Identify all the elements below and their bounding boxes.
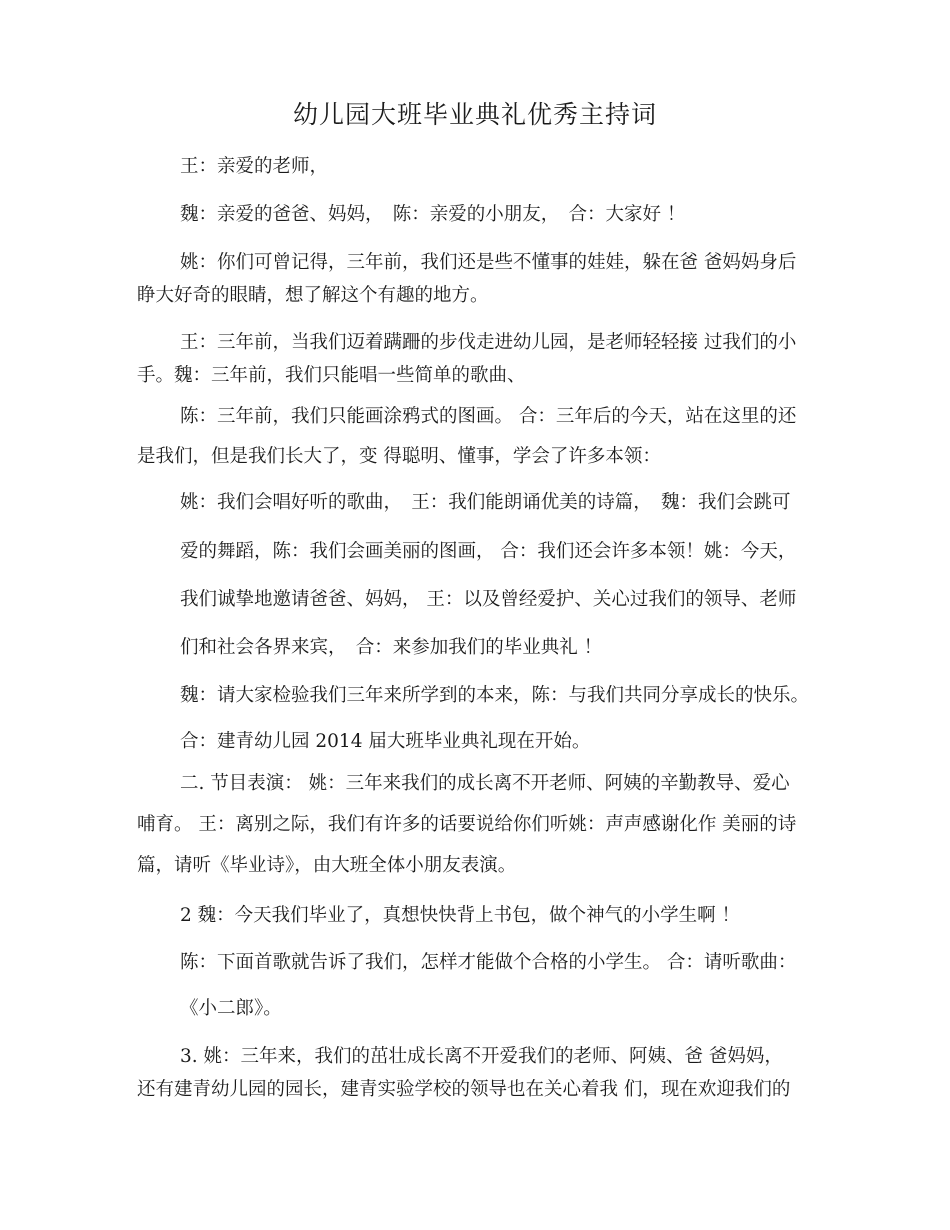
paragraph-line: 《小二郎》。 <box>180 998 282 1019</box>
paragraph-line: 二. 节目表演： 姚：三年来我们的成长离不开老师、阿姨的辛勤教导、爱心 <box>180 773 790 794</box>
paragraph-line: 还有建青幼儿园的园长，建青实验学校的领导也在关心着我 们，现在欢迎我们的 <box>137 1079 791 1100</box>
paragraph-line: 是我们，但是我们长大了，变 得聪明、懂事，学会了许多本领： <box>137 446 661 467</box>
paragraph-line: 爱的舞蹈，陈：我们会画美丽的图画， 合：我们还会许多本领！姚：今天， <box>180 541 797 562</box>
paragraph-line: 哺育。 王：离别之际，我们有许多的话要说给你们听姚：声声感谢化作 美丽的诗 <box>137 814 797 835</box>
paragraph-line: 魏：请大家检验我们三年来所学到的本来，陈：与我们共同分享成长的快乐。 <box>180 685 810 706</box>
paragraph-line: 陈：下面首歌就告诉了我们，怎样才能做个合格的小学生。 合：请听歌曲： <box>180 952 797 973</box>
document-title: 幼儿园大班毕业典礼优秀主持词 <box>292 100 657 129</box>
paragraph-line: 陈：三年前，我们只能画涂鸦式的图画。 合：三年后的今天，站在这里的还 <box>180 406 797 427</box>
paragraph-line: 2 魏：今天我们毕业了，真想快快背上书包，做个神气的小学生啊 ！ <box>180 905 741 926</box>
paragraph-line: 们和社会各界来宾， 合：来参加我们的毕业典礼 ！ <box>180 637 603 658</box>
paragraph-line: 姚：你们可曾记得，三年前，我们还是些不懂事的娃娃，躲在爸 爸妈妈身后 <box>180 252 797 273</box>
paragraph-line: 我们诚挚地邀请爸爸、妈妈， 王：以及曾经爱护、关心过我们的领导、老师 <box>180 589 797 610</box>
paragraph-line: 魏：亲爱的爸爸、妈妈， 陈：亲爱的小朋友， 合：大家好 ！ <box>180 204 686 225</box>
paragraph-line: 手。魏：三年前，我们只能唱一些简单的歌曲、 <box>137 365 526 386</box>
paragraph-line: 王：亲爱的老师， <box>180 156 329 177</box>
paragraph-line: 3. 姚：三年来，我们的茁壮成长离不开爱我们的老师、阿姨、爸 爸妈妈， <box>180 1046 783 1067</box>
paragraph-line: 合：建青幼儿园 2014 届大班毕业典礼现在开始。 <box>180 731 591 752</box>
paragraph-line: 王：三年前，当我们迈着蹒跚的步伐走进幼儿园，是老师轻轻接 过我们的小 <box>180 332 797 353</box>
paragraph-line: 姚：我们会唱好听的歌曲， 王：我们能朗诵优美的诗篇， 魏：我们会跳可 <box>180 492 791 513</box>
paragraph-line: 篇，请听《毕业诗》，由大班全体小朋友表演。 <box>137 855 517 876</box>
paragraph-line: 睁大好奇的眼睛，想了解这个有趣的地方。 <box>137 285 489 306</box>
